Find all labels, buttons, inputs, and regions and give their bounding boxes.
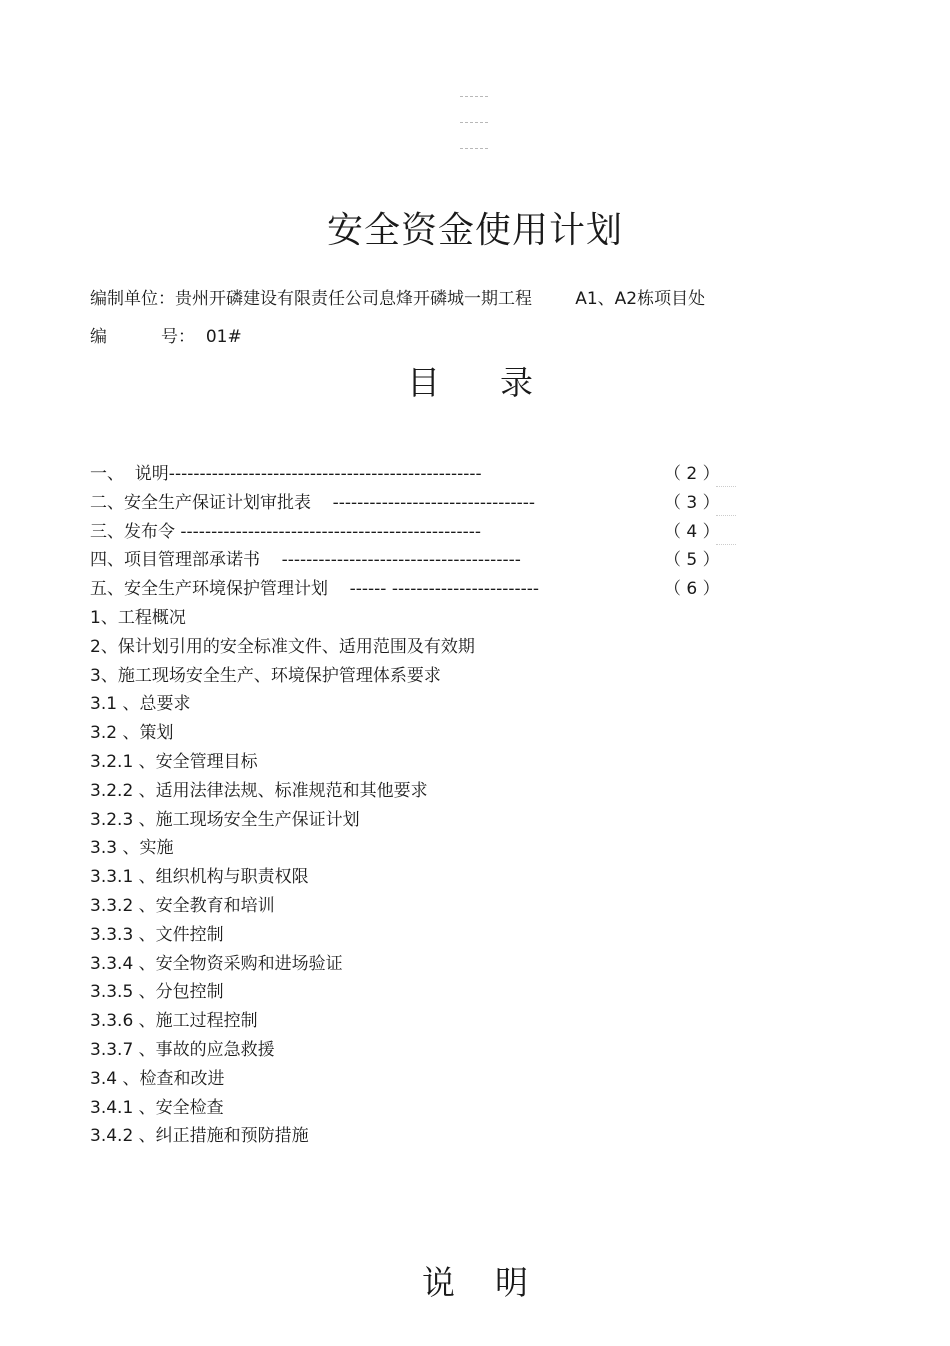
toc-page-number: （ 2 ） bbox=[664, 464, 720, 484]
dashed-mark bbox=[460, 96, 488, 98]
dashed-mark bbox=[460, 122, 488, 124]
toc-entry[interactable]: 3.3 、实施 bbox=[90, 838, 174, 859]
toc-page-number: （ 4 ） bbox=[664, 521, 720, 542]
toc-entry[interactable]: 二、安全生产保证计划审批表 --------------------------------- bbox=[90, 492, 536, 513]
document-number: 编 号： 01# bbox=[90, 327, 242, 347]
compiling-unit: 编制单位：贵州开磷建设有限责任公司息烽开磷城一期工程 A1、A2栋项目处 bbox=[90, 289, 706, 309]
toc-entry[interactable]: 3.2.1 、安全管理目标 bbox=[90, 752, 258, 772]
toc-entry[interactable]: 3.3.6 、施工过程控制 bbox=[90, 1011, 258, 1032]
toc-entry[interactable]: 3.3.1 、组织机构与职责权限 bbox=[90, 867, 309, 888]
toc-page-number: （ 3 ） bbox=[664, 492, 720, 513]
toc-entry[interactable]: 1、工程概况 bbox=[90, 608, 186, 628]
toc-entry[interactable]: 四、项目管理部承诺书 --------------------------------------- bbox=[90, 550, 521, 571]
toc-entry[interactable]: 3.2 、策划 bbox=[90, 723, 174, 744]
toc-entry[interactable]: 3.4.2 、纠正措施和预防措施 bbox=[90, 1126, 309, 1147]
toc-heading: 目录 bbox=[407, 363, 593, 402]
toc-entry[interactable]: 三、发布令 ------------------------------------------------- bbox=[90, 521, 481, 542]
document-title: 安全资金使用计划 bbox=[326, 210, 623, 251]
dotted-tick bbox=[716, 515, 736, 516]
dotted-tick bbox=[716, 544, 736, 545]
toc-entry[interactable]: 3.3.4 、安全物资采购和进场验证 bbox=[90, 953, 343, 974]
toc-entry[interactable]: 五、安全生产环境保护管理计划 ------ ------------------------ bbox=[90, 579, 540, 600]
toc-page-number: （ 5 ） bbox=[664, 550, 720, 571]
toc-entry[interactable]: 3.3.7 、事故的应急救援 bbox=[90, 1040, 275, 1060]
dashed-mark bbox=[460, 148, 488, 150]
toc-entry[interactable]: 一、 说明--------------------------------------------------- bbox=[90, 464, 482, 484]
toc-entry[interactable]: 2、保计划引用的安全标准文件、适用范围及有效期 bbox=[90, 636, 475, 657]
toc-entry[interactable]: 3、施工现场安全生产、环境保护管理体系要求 bbox=[90, 665, 441, 686]
toc-entry[interactable]: 3.3.5 、分包控制 bbox=[90, 982, 224, 1003]
section-heading: 说明 bbox=[422, 1263, 568, 1302]
toc-entry[interactable]: 3.2.3 、施工现场安全生产保证计划 bbox=[90, 809, 360, 830]
toc-page-number: （ 6 ） bbox=[664, 579, 720, 600]
toc-entry[interactable]: 3.4 、检查和改进 bbox=[90, 1068, 225, 1089]
toc-entry[interactable]: 3.4.1 、安全检查 bbox=[90, 1097, 224, 1118]
toc-entry[interactable]: 3.3.2 、安全教育和培训 bbox=[90, 896, 275, 916]
toc-entry[interactable]: 3.1 、总要求 bbox=[90, 694, 191, 715]
toc-entry[interactable]: 3.3.3 、文件控制 bbox=[90, 924, 224, 945]
header-marks bbox=[460, 96, 488, 174]
dotted-tick bbox=[716, 486, 736, 487]
toc-entry[interactable]: 3.2.2 、适用法律法规、标准规范和其他要求 bbox=[90, 780, 428, 801]
